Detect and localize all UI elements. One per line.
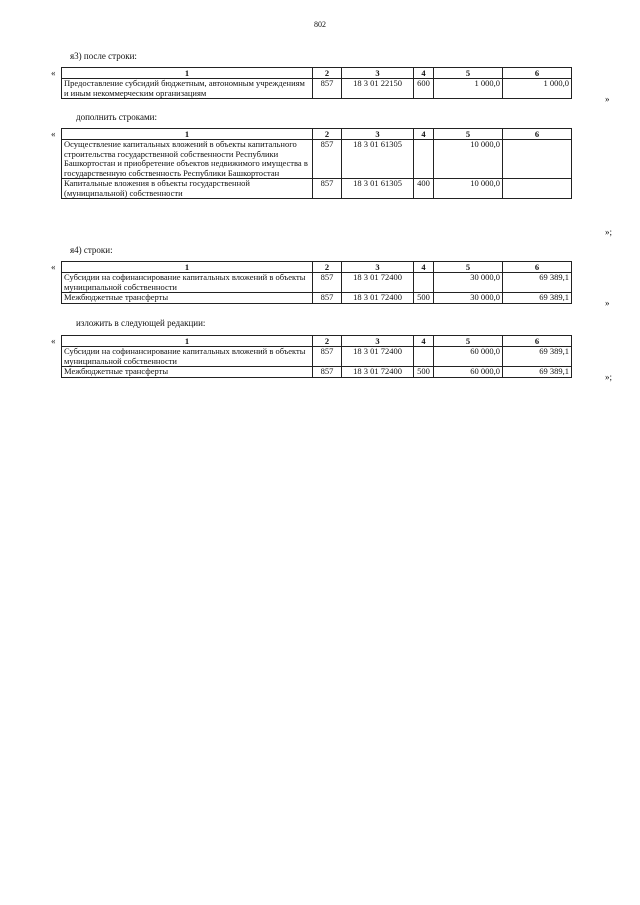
row-col4: 600	[414, 79, 434, 99]
header-col1: 1	[62, 68, 313, 79]
table-row	[62, 347, 572, 367]
row-col3: 18 3 01 22150	[342, 79, 414, 99]
row-col4	[414, 140, 434, 179]
row-name: Капитальные вложения в объекты государственной (муниципальной) собственности	[62, 179, 313, 199]
row-col5: 30 000,0	[434, 293, 503, 304]
row-col4: 500	[414, 293, 434, 304]
header-col1: 1	[62, 262, 313, 273]
header-col4: 4	[414, 129, 434, 140]
header-col1: 1	[62, 129, 313, 140]
row-col3: 18 3 01 72400	[342, 293, 414, 304]
page-number: 802	[314, 20, 326, 29]
row-col5: 60 000,0	[434, 367, 503, 378]
row-col4	[414, 273, 434, 293]
row-col3: 18 3 01 61305	[342, 179, 414, 199]
row-col2: 857	[313, 367, 342, 378]
row-col2: 857	[313, 179, 342, 199]
row-col2: 857	[313, 347, 342, 367]
row-col4	[414, 347, 434, 367]
header-col4: 4	[414, 68, 434, 79]
open-quote-3: «	[51, 262, 56, 272]
header-col6: 6	[503, 336, 572, 347]
table-header-row	[62, 68, 572, 79]
section3-intro: я4) строки:	[70, 245, 113, 255]
row-col6: 69 389,1	[503, 293, 572, 304]
table-row	[62, 79, 572, 99]
header-col6: 6	[503, 262, 572, 273]
table-row	[62, 367, 572, 378]
header-col4: 4	[414, 262, 434, 273]
close-quote-3: »	[605, 298, 610, 308]
row-col2: 857	[313, 79, 342, 99]
table-section2	[61, 128, 572, 199]
row-col3: 18 3 01 72400	[342, 273, 414, 293]
open-quote-4: «	[51, 336, 56, 346]
row-name: Субсидии на софинансирование капитальных вложений в объекты муниципальной собственности	[62, 347, 313, 367]
row-col6: 69 389,1	[503, 273, 572, 293]
row-name: Субсидии на софинансирование капитальных вложений в объекты муниципальной собственности	[62, 273, 313, 293]
row-col3: 18 3 01 61305	[342, 140, 414, 179]
section4-intro: изложить в следующей редакции:	[76, 318, 206, 328]
row-col2: 857	[313, 273, 342, 293]
close-quote-2: »;	[605, 227, 613, 237]
row-name: Межбюджетные трансферты	[62, 293, 313, 304]
section1-intro: я3) после строки:	[70, 51, 137, 61]
row-col6	[503, 179, 572, 199]
header-col2: 2	[313, 68, 342, 79]
table-row	[62, 273, 572, 293]
open-quote-1: «	[51, 68, 56, 78]
close-quote-4: »;	[605, 372, 613, 382]
table-header-row	[62, 129, 572, 140]
row-col4: 400	[414, 179, 434, 199]
header-col5: 5	[434, 262, 503, 273]
row-name: Осуществление капитальных вложений в объекты капитального строительства государственной собственности Республики Башкортостан и приобретение объектов недвижимого имущества в государственную собственность Республики Башкортостан	[62, 140, 313, 179]
header-col6: 6	[503, 68, 572, 79]
header-col3: 3	[342, 68, 414, 79]
row-col2: 857	[313, 293, 342, 304]
table-header-row	[62, 336, 572, 347]
header-col3: 3	[342, 262, 414, 273]
row-col6: 69 389,1	[503, 347, 572, 367]
table-row	[62, 179, 572, 199]
row-col5: 10 000,0	[434, 140, 503, 179]
row-name: Межбюджетные трансферты	[62, 367, 313, 378]
header-col6: 6	[503, 129, 572, 140]
row-col3: 18 3 01 72400	[342, 367, 414, 378]
header-col2: 2	[313, 262, 342, 273]
table-row	[62, 293, 572, 304]
table-row	[62, 140, 572, 179]
header-col5: 5	[434, 129, 503, 140]
row-col5: 1 000,0	[434, 79, 503, 99]
section2-intro: дополнить строками:	[76, 112, 157, 122]
row-col3: 18 3 01 72400	[342, 347, 414, 367]
row-col5: 10 000,0	[434, 179, 503, 199]
row-col5: 60 000,0	[434, 347, 503, 367]
table-section4	[61, 335, 572, 378]
row-col2: 857	[313, 140, 342, 179]
table-header-row	[62, 262, 572, 273]
header-col5: 5	[434, 68, 503, 79]
row-name: Предоставление субсидий бюджетным, автономным учреждениям и иным некоммерческим организациям	[62, 79, 313, 99]
row-col6: 1 000,0	[503, 79, 572, 99]
table-section3	[61, 261, 572, 304]
row-col5: 30 000,0	[434, 273, 503, 293]
row-col6	[503, 140, 572, 179]
row-col4: 500	[414, 367, 434, 378]
row-col6: 69 389,1	[503, 367, 572, 378]
header-col3: 3	[342, 129, 414, 140]
header-col3: 3	[342, 336, 414, 347]
header-col4: 4	[414, 336, 434, 347]
table-section1	[61, 67, 572, 99]
close-quote-1: »	[605, 94, 610, 104]
header-col2: 2	[313, 336, 342, 347]
header-col2: 2	[313, 129, 342, 140]
header-col1: 1	[62, 336, 313, 347]
open-quote-2: «	[51, 129, 56, 139]
header-col5: 5	[434, 336, 503, 347]
